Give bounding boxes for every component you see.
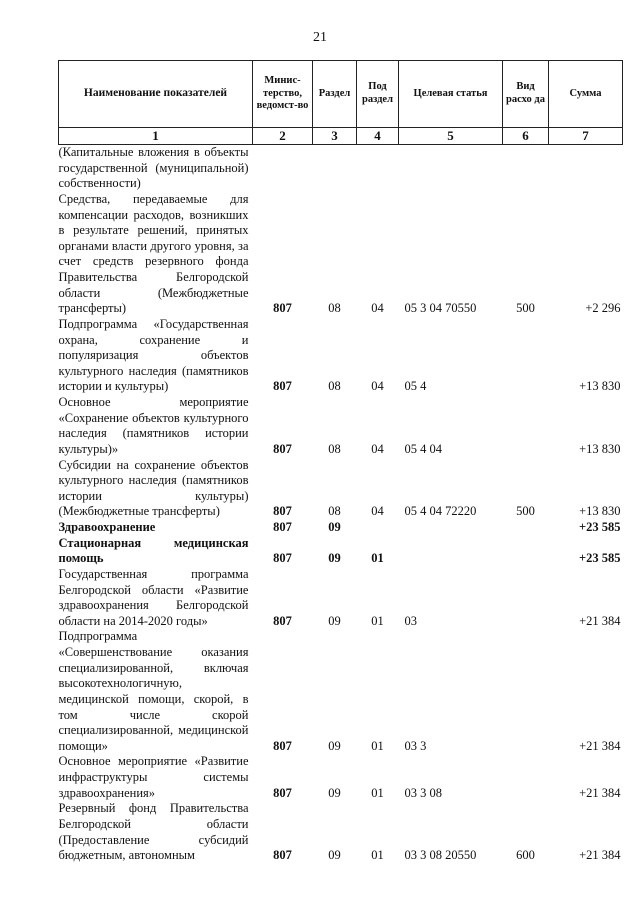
row-ministry: 807 [273, 441, 292, 456]
row-article [399, 536, 503, 567]
column-number: 1 [59, 128, 253, 145]
row-name: Стационарная медицинская помощь [58, 535, 249, 566]
row-name: Здравоохранение [58, 520, 156, 534]
header-name: Наименование показателей [59, 61, 253, 128]
header-section: Раздел [313, 61, 357, 128]
column-number-row [59, 128, 623, 145]
table-row [59, 395, 623, 458]
row-amount: +2 296 [585, 301, 621, 316]
table-row [59, 520, 623, 536]
header-subsection: Под раздел [357, 61, 399, 128]
row-article: 05 3 04 70550 [404, 301, 477, 316]
row-name: Основное мероприятие «Развитие инфраструктуры системы здравоохранения» [58, 754, 249, 800]
row-section: 09 [328, 551, 341, 566]
row-amount: +21 384 [579, 785, 621, 800]
row-name: (Капитальные вложения в объекты государственной (муниципальной) собственности) [58, 145, 249, 191]
row-section: 08 [328, 301, 341, 316]
row-subsection: 04 [371, 504, 384, 519]
row-article [399, 145, 503, 192]
row-name: Субсидии на сохранение объектов культурного наследия (памятников истории культуры) (Межбюджетные трансферты) [58, 457, 249, 519]
row-article: 03 3 08 20550 [404, 848, 477, 863]
row-section: 08 [328, 504, 341, 519]
table-row [59, 629, 623, 754]
row-section: 09 [328, 738, 341, 753]
column-number: 7 [549, 128, 623, 145]
row-section: 09 [328, 848, 341, 863]
row-article [399, 520, 503, 536]
row-expense-type [503, 754, 549, 801]
row-section: 09 [328, 520, 341, 534]
row-expense-type [503, 145, 549, 192]
row-section: 08 [328, 441, 341, 456]
table-row [59, 754, 623, 801]
budget-table [58, 60, 623, 864]
row-expense-type [503, 395, 549, 458]
row-name: Подпрограмма «Совершенствование оказания специализированной, включая высокотехнологичную, медицинской помощи, скорой, в том числе скорой специализированной, медицинской помощи» [58, 629, 249, 753]
row-article: 05 4 04 72220 [404, 504, 477, 519]
row-name: Подпрограмма «Государственная охрана, сохранение и популяризация объектов культурного наследия (памятников истории и культуры) [58, 316, 249, 394]
column-number: 4 [357, 128, 399, 145]
header-article: Целевая статья [399, 61, 503, 128]
row-ministry: 807 [273, 738, 292, 753]
row-subsection: 01 [371, 551, 384, 566]
row-amount: +21 384 [579, 613, 621, 628]
row-ministry: 807 [273, 551, 292, 566]
header-ministry: Минис-терство, ведомст-во [253, 61, 313, 128]
header-row [59, 61, 623, 128]
header-expense-type: Вид расхо да [503, 61, 549, 128]
row-section: 08 [328, 379, 341, 394]
row-article: 03 [404, 613, 417, 628]
row-expense-type [503, 567, 549, 630]
row-ministry: 807 [273, 785, 292, 800]
row-subsection [357, 520, 399, 536]
row-ministry [253, 145, 313, 192]
row-amount: +13 830 [579, 504, 621, 519]
column-number: 3 [313, 128, 357, 145]
row-name: Основное мероприятие «Сохранение объектов культурного наследия (памятников истории культуры)» [58, 395, 249, 456]
row-subsection: 01 [371, 738, 384, 753]
row-expense-type: 500 [516, 504, 535, 519]
row-ministry: 807 [273, 520, 292, 534]
row-amount: +13 830 [579, 441, 621, 456]
row-article: 05 4 [404, 379, 427, 394]
row-name: Резервный фонд Правительства Белгородской области (Предоставление субсидий бюджетным, автономным [58, 801, 249, 863]
row-section: 09 [328, 785, 341, 800]
row-ministry: 807 [273, 504, 292, 519]
row-section: 09 [328, 613, 341, 628]
row-expense-type [503, 520, 549, 536]
row-article: 03 3 [404, 738, 427, 753]
table-row [59, 317, 623, 395]
table-row [59, 536, 623, 567]
row-ministry: 807 [273, 301, 292, 316]
row-ministry: 807 [273, 613, 292, 628]
table-row [59, 458, 623, 521]
table-row [59, 145, 623, 192]
table-row [59, 192, 623, 317]
row-subsection: 04 [371, 379, 384, 394]
row-expense-type [503, 629, 549, 754]
row-ministry: 807 [273, 379, 292, 394]
row-article: 05 4 04 [404, 441, 442, 456]
row-section [313, 145, 357, 192]
page-number: 21 [313, 30, 327, 45]
row-amount: +13 830 [579, 379, 621, 394]
row-name: Средства, передаваемые для компенсации расходов, возникших в результате решений, принятых органами власти другого уровня, за счет средств резервного фонда Правительства Белгородской области (Межбюджетные трансферты) [58, 191, 249, 316]
table-body [59, 145, 623, 864]
row-expense-type: 600 [516, 848, 535, 863]
row-amount: +21 384 [579, 738, 621, 753]
row-expense-type [503, 317, 549, 395]
row-amount [549, 145, 623, 192]
row-expense-type: 500 [516, 301, 535, 316]
row-subsection: 04 [371, 441, 384, 456]
row-ministry: 807 [273, 848, 292, 863]
row-amount: +21 384 [579, 848, 621, 863]
row-subsection: 01 [371, 848, 384, 863]
row-expense-type [503, 536, 549, 567]
row-subsection: 01 [371, 613, 384, 628]
header-amount: Сумма [549, 61, 623, 128]
column-number: 2 [253, 128, 313, 145]
row-subsection: 01 [371, 785, 384, 800]
row-name: Государственная программа Белгородской области «Развитие здравоохранения Белгородской области на 2014-2020 годы» [58, 566, 249, 628]
column-number: 6 [503, 128, 549, 145]
row-subsection [357, 145, 399, 192]
row-subsection: 04 [371, 301, 384, 316]
table-row [59, 567, 623, 630]
row-article: 03 3 08 [404, 785, 442, 800]
row-amount: +23 585 [579, 551, 621, 566]
table-row [59, 801, 623, 864]
column-number: 5 [399, 128, 503, 145]
row-amount: +23 585 [579, 520, 621, 534]
